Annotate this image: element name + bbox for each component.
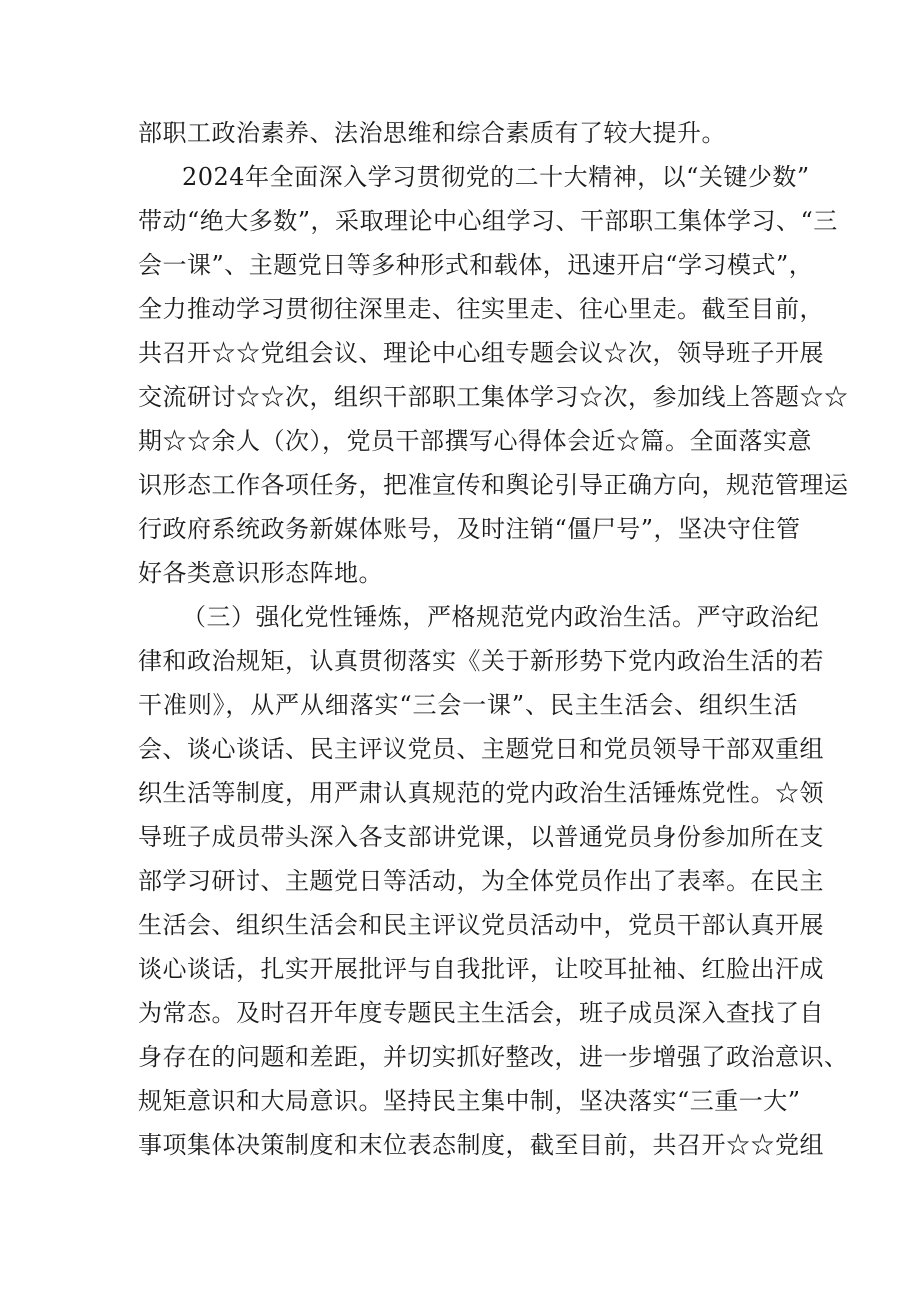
text-line: 身存在的问题和差距，并切实抓好整改，进一步增强了政治意识、 [138,1043,849,1071]
text-line: 会一课”、主题党日等多种形式和载体，迅速开启“学习模式”， [138,251,814,279]
text-line: 部学习研讨、主题党日等活动，为全体党员作出了表率。在民主 [138,867,824,895]
text-line: 生活会、组织生活会和民主评议党员活动中，党员干部认真开展 [138,911,824,939]
text-line: 规矩意识和大局意识。坚持民主集中制，坚决落实“三重一大” [138,1087,801,1115]
text-line: 2024年全面深入学习贯彻党的二十大精神，以“关键少数” [182,163,810,191]
text-line: 交流研讨☆☆次，组织干部职工集体学习☆次，参加线上答题☆☆ [138,383,849,411]
text-line: 会、谈心谈话、民主评议党员、主题党日和党员领导干部双重组 [138,735,824,763]
text-line: 部职工政治素养、法治思维和综合素质有了较大提升。 [138,119,726,147]
text-line: 识形态工作各项任务，把准宣传和舆论引导正确方向，规范管理运 [138,471,849,499]
text-line: 干准则》，从严从细落实“三会一课”、民主生活会、组织生活 [138,691,798,719]
text-line: 全力推动学习贯彻往深里走、往实里走、往心里走。截至目前， [138,295,824,323]
text-line: 为常态。及时召开年度专题民主生活会，班子成员深入查找了自 [138,999,824,1027]
text-line: 好各类意识形态阵地。 [138,559,383,587]
text-line: 带动“绝大多数”，采取理论中心组学习、干部职工集体学习、“三 [138,207,838,235]
text-line: 共召开☆☆党组会议、理论中心组专题会议☆次，领导班子开展 [138,339,824,367]
text-line: 事项集体决策制度和末位表态制度，截至目前，共召开☆☆党组 [138,1131,824,1159]
text-line: 行政府系统政务新媒体账号，及时注销“僵尸号”，坚决守住管 [138,515,801,543]
text-line: 导班子成员带头深入各支部讲党课，以普通党员身份参加所在支 [138,823,824,851]
text-line: 谈心谈话，扎实开展批评与自我批评，让咬耳扯袖、红脸出汗成 [138,955,824,983]
text-line: 期☆☆余人（次），党员干部撰写心得体会近☆篇。全面落实意 [138,427,812,455]
text-line: 律和政治规矩，认真贯彻落实《关于新形势下党内政治生活的若 [138,647,824,675]
section-heading-line: （三）强化党性锤炼，严格规范党内政治生活。严守政治纪 [182,603,819,631]
text-line: 织生活等制度，用严肃认真规范的党内政治生活锤炼党性。☆领 [138,779,824,807]
